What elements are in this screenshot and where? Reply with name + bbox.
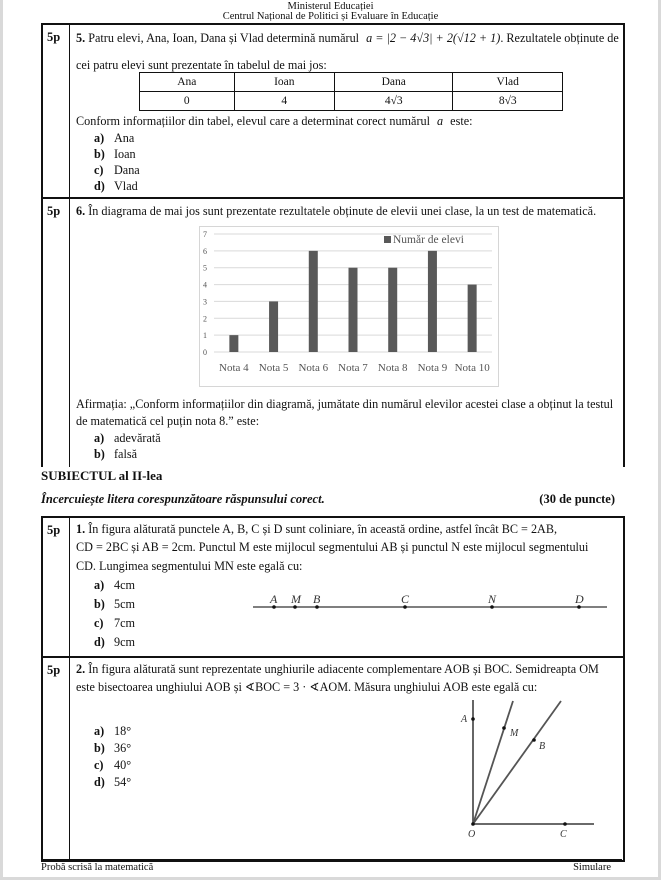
point-label-c: C: [560, 829, 567, 840]
question-6-statement-2: de matematică cel puțin nota 8.” este:: [76, 414, 260, 428]
svg-text:Nota 4: Nota 4: [219, 362, 249, 374]
svg-text:Nota 8: Nota 8: [377, 362, 408, 374]
option-d[interactable]: [94, 635, 135, 650]
points-cell: [43, 25, 70, 197]
question-text: . Rezultatele obținute de: [500, 31, 619, 45]
option-a[interactable]: [94, 431, 161, 446]
footer-rule: [41, 859, 622, 860]
svg-text:Număr de elevi: Număr de elevi: [393, 234, 464, 246]
option-letter: c): [94, 758, 104, 772]
option-text: Vlad: [114, 179, 138, 193]
svg-text:4: 4: [203, 280, 207, 290]
page-edge-left: [0, 0, 3, 880]
s2q1-line1: [76, 521, 557, 538]
svg-text:Nota 6: Nota 6: [298, 362, 329, 374]
option-d[interactable]: [94, 179, 138, 194]
table-cell: 0: [140, 92, 235, 111]
angle-figure: [450, 695, 610, 845]
svg-text:Nota 9: Nota 9: [417, 362, 448, 374]
section-instruction: Încercuiește litera corespunzătoare răspunsului corect.: [41, 492, 325, 506]
chart-legend: [384, 234, 464, 246]
svg-text:7: 7: [203, 230, 207, 239]
variable: a: [437, 114, 444, 128]
collinear-points-figure: [245, 585, 615, 620]
question-number: 5.: [76, 31, 86, 45]
question-text: Patru elevi, Ana, Ioan, Dana și Vlad determină numărul: [88, 31, 360, 45]
option-text: 36°: [114, 741, 132, 755]
option-b[interactable]: [94, 447, 137, 462]
option-text: 9cm: [114, 635, 135, 649]
option-letter: d): [94, 775, 105, 789]
option-letter: c): [94, 163, 104, 177]
option-letter: c): [94, 616, 104, 630]
option-letter: d): [94, 635, 105, 649]
formula: a = |2 − 4√3| + 2(√12 + 1): [366, 31, 501, 45]
question-5-prompt: [76, 113, 473, 130]
option-a[interactable]: [94, 131, 134, 146]
option-text: Dana: [114, 163, 140, 177]
question-text: În diagrama de mai jos sunt prezentate rezultatele obținute de elevii unei clase, la un test de matematică.: [88, 204, 597, 218]
table-cell: 4√3: [335, 92, 453, 111]
option-c[interactable]: [94, 758, 131, 773]
footer-left: Probă scrisă la matematică: [41, 862, 154, 873]
svg-text:C: C: [401, 592, 410, 606]
point-label-o: O: [468, 829, 476, 840]
svg-text:B: B: [313, 592, 321, 606]
point-label-b: B: [539, 741, 546, 752]
question-text: În figura alăturată punctele A, B, C și D sunt coliniare, în această ordine, astfel încât BC = 2AB,: [88, 522, 558, 536]
x-axis-labels: [219, 362, 490, 374]
svg-text:D: D: [575, 592, 584, 606]
section-points: (30 de puncte): [539, 492, 615, 506]
option-text: 18°: [114, 724, 132, 738]
option-letter: d): [94, 179, 105, 193]
question-6-line1: [76, 203, 596, 220]
section-title: SUBIECTUL al II-lea: [41, 468, 163, 483]
option-text: 54°: [114, 775, 132, 789]
option-letter: b): [94, 147, 105, 161]
option-letter: a): [94, 431, 105, 445]
option-letter: b): [94, 597, 105, 611]
option-letter: a): [94, 578, 105, 592]
option-text: Ana: [114, 131, 135, 145]
svg-text:1: 1: [203, 331, 207, 341]
option-a[interactable]: [94, 724, 131, 739]
point-label-m: M: [510, 728, 519, 739]
option-letter: a): [94, 724, 105, 738]
s2q1-line2: CD = 2BC și AB = 2cm. Punctul M este mijlocul segmentului AB și punctul N este mijlocul segmentului: [76, 540, 589, 554]
header-center: Centrul Național de Politici și Evaluare în Educație: [222, 11, 439, 22]
svg-text:N: N: [488, 592, 497, 606]
points-label: 5p: [47, 204, 61, 218]
option-text: falsă: [114, 447, 138, 461]
bar-chart-svg: [200, 227, 498, 386]
question-6-statement-1: Afirmația: „Conform informațiilor din diagramă, jumătate din numărul elevilor acestei clase a obținut la testul: [76, 397, 614, 411]
points-cell: [43, 658, 70, 860]
question-5-line2: cei patru elevi sunt prezentate în tabelul de mai jos:: [76, 58, 327, 72]
table-header: Ana: [140, 73, 235, 92]
svg-text:A: A: [270, 592, 278, 606]
option-letter: b): [94, 447, 105, 461]
question-5-line1: [76, 30, 619, 47]
table-cell: 4: [234, 92, 334, 111]
footer-right: Simulare: [573, 862, 611, 873]
option-d[interactable]: [94, 775, 131, 790]
bar-chart: [199, 226, 499, 387]
table-header: Ioan: [234, 73, 334, 92]
prompt-text: este:: [450, 114, 473, 128]
svg-text:Nota 7: Nota 7: [338, 362, 368, 374]
table-header: Dana: [335, 73, 453, 92]
points-label: 5p: [47, 663, 61, 677]
svg-text:2: 2: [203, 314, 207, 324]
option-c[interactable]: [94, 616, 135, 631]
svg-text:M: M: [291, 592, 301, 606]
option-text: 5cm: [114, 597, 135, 611]
option-b[interactable]: [94, 597, 135, 612]
option-text: 40°: [114, 758, 132, 772]
option-b[interactable]: [94, 741, 131, 756]
option-text: adevărată: [114, 431, 161, 445]
points-cell: [43, 518, 70, 656]
header-ministry: Ministerul Educației: [287, 1, 374, 12]
option-b[interactable]: [94, 147, 136, 162]
svg-text:5: 5: [203, 263, 207, 273]
option-c[interactable]: [94, 163, 140, 178]
option-letter: b): [94, 741, 105, 755]
svg-text:Nota 5: Nota 5: [258, 362, 289, 374]
points-label: 5p: [47, 523, 61, 537]
option-text: 4cm: [114, 578, 135, 592]
prompt-text: Conform informațiilor din tabel, elevul care a determinat corect numărul: [76, 114, 430, 128]
question-number: 6.: [76, 204, 86, 218]
option-letter: a): [94, 131, 105, 145]
svg-text:3: 3: [203, 297, 207, 307]
svg-text:0: 0: [203, 348, 207, 357]
question-5-box: [41, 23, 625, 197]
s2q2-line1: [76, 661, 599, 678]
table-cell: 8√3: [453, 92, 563, 111]
y-axis-labels: [203, 230, 207, 357]
question-text: În figura alăturată sunt reprezentate unghiurile adiacente complementare AOB și BOC. Semidreapta OM: [88, 662, 599, 676]
option-a[interactable]: [94, 578, 135, 593]
points-cell: [43, 199, 70, 467]
svg-text:Nota 10: Nota 10: [454, 362, 490, 374]
question-number: 1.: [76, 522, 86, 536]
option-text: Ioan: [114, 147, 136, 161]
s2q2-line2: este bisectoarea unghiului AOB și ∢BOC = 3 · ∢AOM. Măsura unghiului AOB este egală cu:: [76, 680, 538, 694]
question-number: 2.: [76, 662, 86, 676]
point-label-a: A: [461, 714, 468, 725]
option-text: 7cm: [114, 616, 135, 630]
table-header: Vlad: [453, 73, 563, 92]
svg-text:6: 6: [203, 246, 207, 256]
results-table: [139, 72, 563, 111]
s2q1-line3: CD. Lungimea segmentului MN este egală cu:: [76, 559, 303, 573]
points-label: 5p: [47, 30, 61, 44]
